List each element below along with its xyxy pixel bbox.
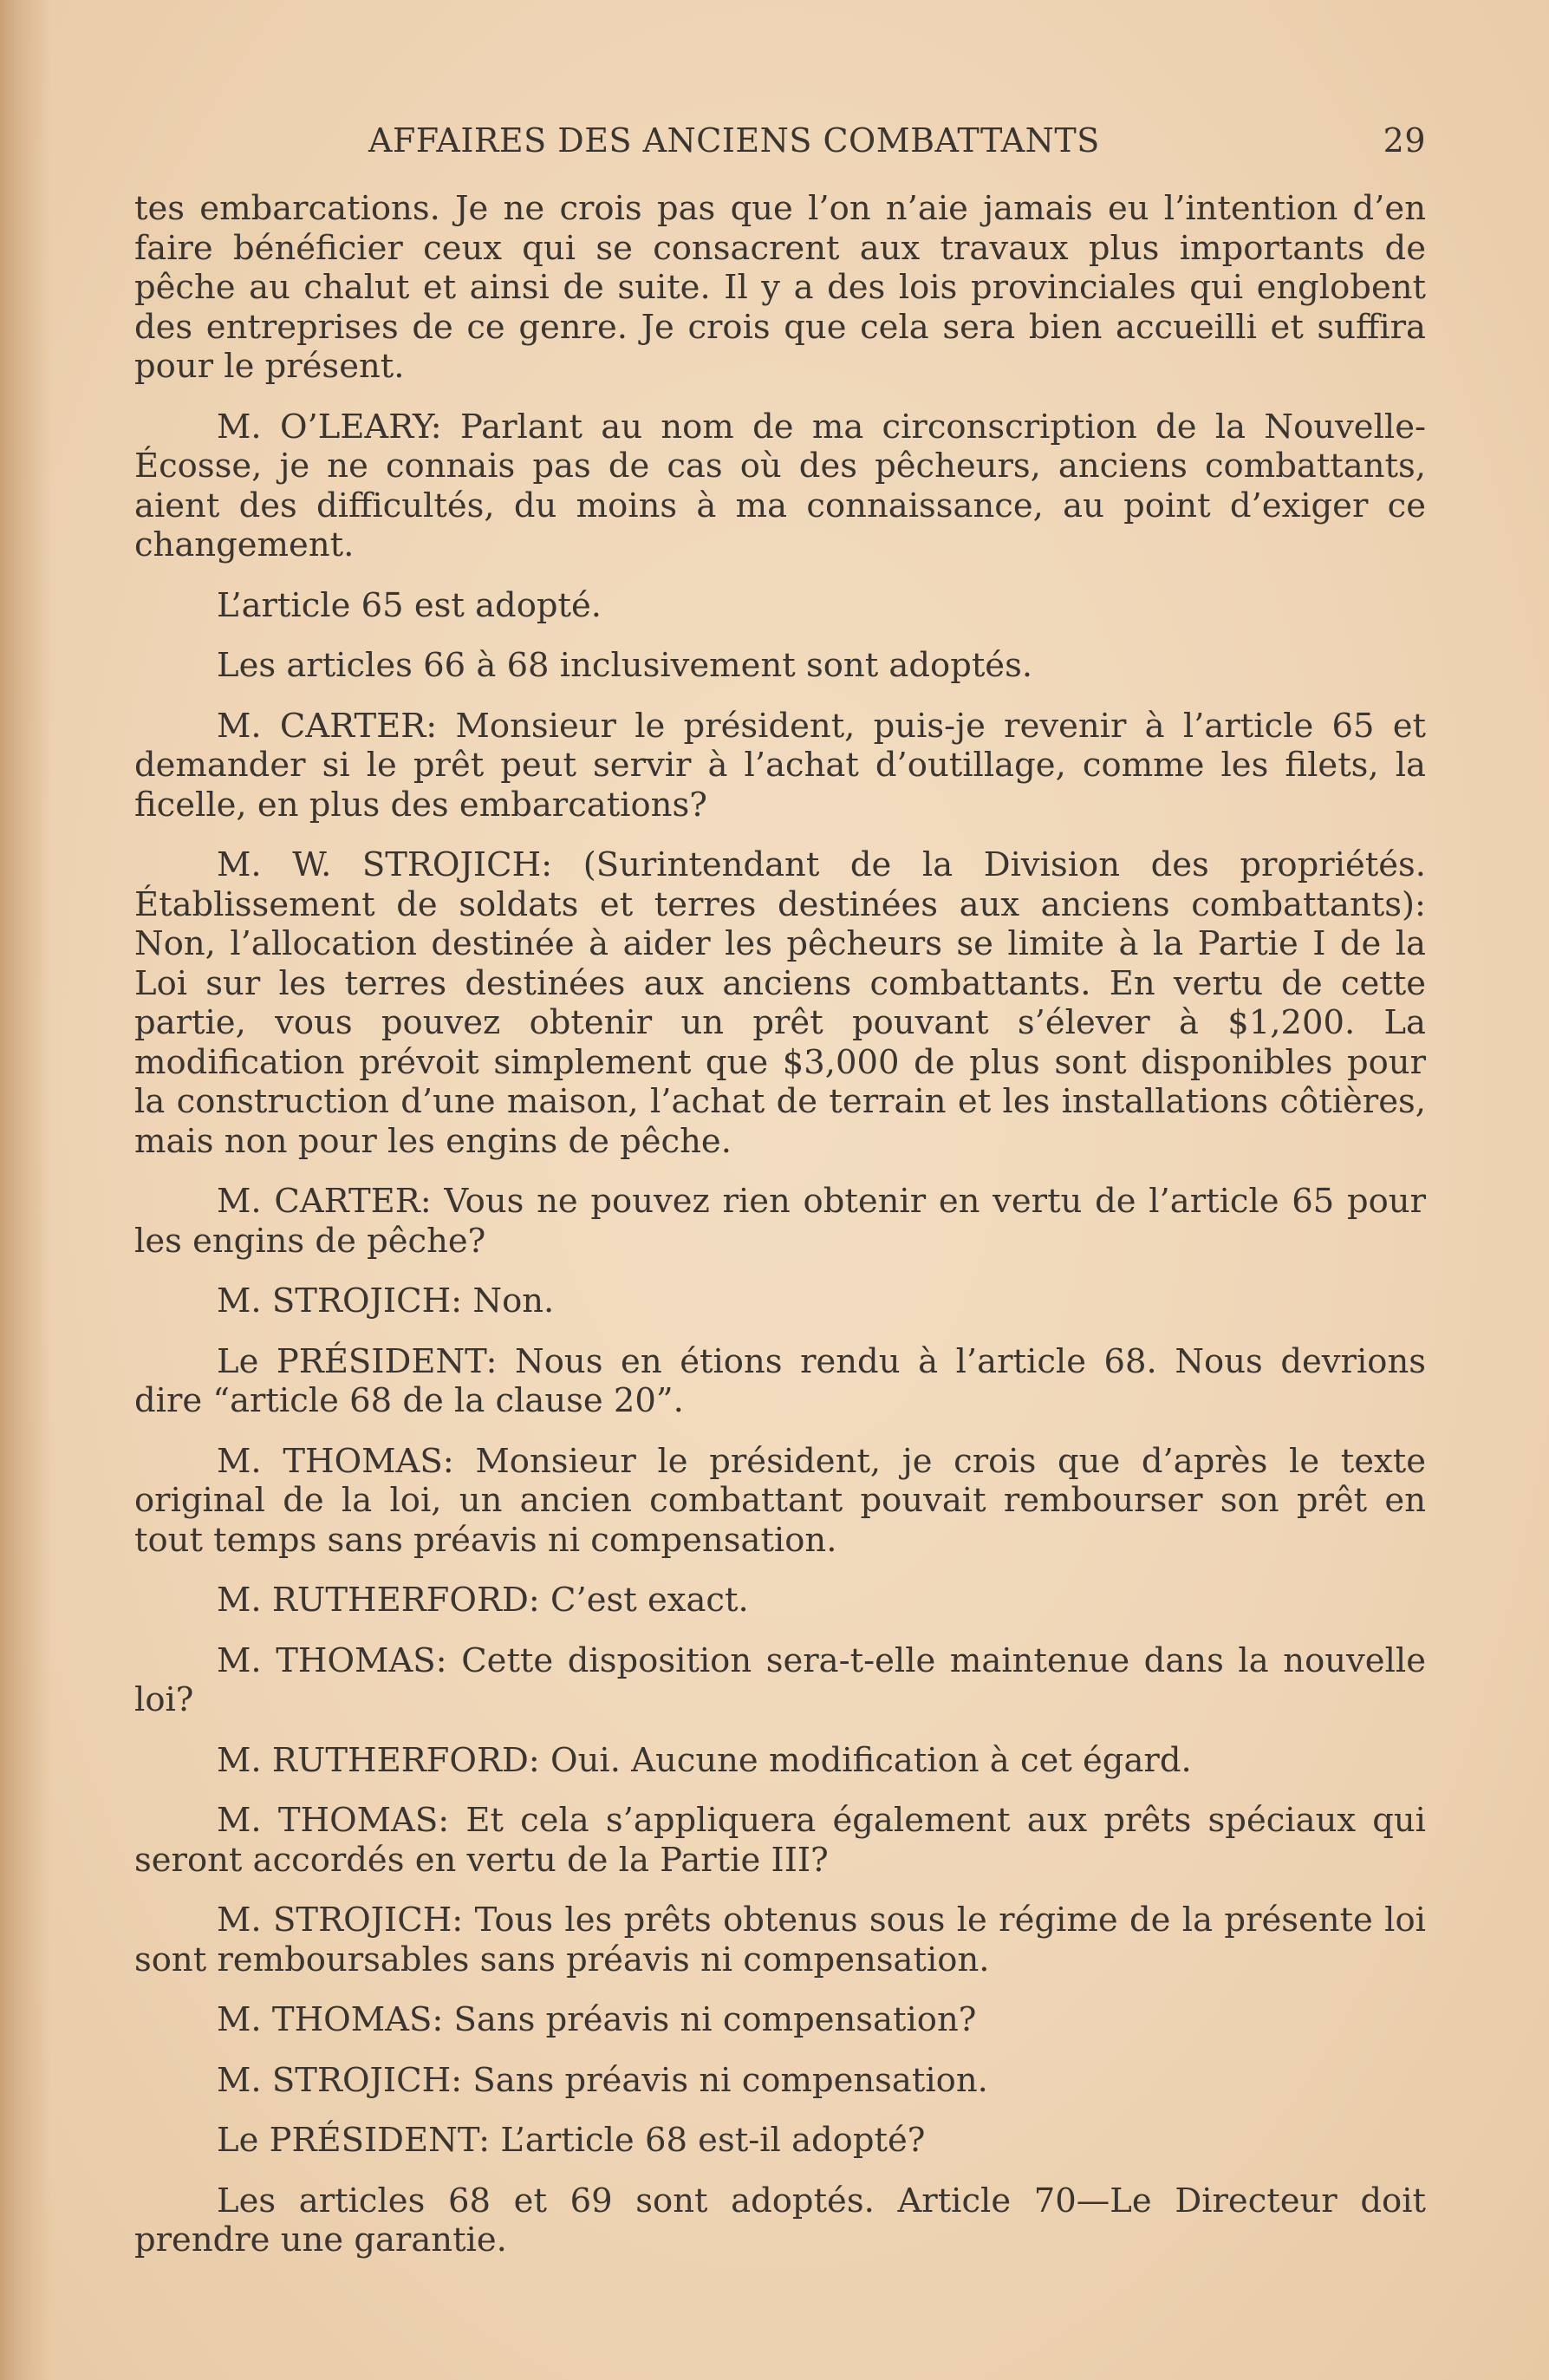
paragraph: M. STROJICH: Tous les prêts obtenus sous le régime de la présente loi sont remboursables sans préavis ni compensation. <box>134 1901 1426 1979</box>
paragraph: M. STROJICH: Sans préavis ni compensation. <box>217 2060 988 2100</box>
paragraph: M. THOMAS: Cette disposition sera-t-elle maintenue dans la nouvelle loi? <box>134 1640 1426 1719</box>
paragraph: M. CARTER: Vous ne pouvez rien obtenir en vertu de l’article 65 pour les engins de pêche? <box>134 1182 1426 1261</box>
paragraph: Les articles 68 et 69 sont adoptés. Article 70—Le Directeur doit prendre une garantie. <box>134 2181 1426 2259</box>
paragraph: L’article 65 est adopté. <box>217 585 602 625</box>
page-edge-shading <box>0 0 52 2380</box>
paragraph: M. CARTER: Monsieur le président, puis-je revenir à l’article 65 et demander si le prêt peut servir à l’achat d’outillage, comme les filets, la ficelle, en plus des embarcations? <box>134 706 1426 825</box>
paragraph: M. THOMAS: Sans préavis ni compensation? <box>217 2000 977 2039</box>
paragraph: M. RUTHERFORD: C’est exact. <box>217 1581 749 1620</box>
page-body <box>134 189 1426 2281</box>
paragraph: M. O’LEARY: Parlant au nom de ma circonscription de la Nouvelle-Écosse, je ne connais pas de cas où des pêcheurs, anciens combattants, aient des difficultés, du moins à ma connaissance, au point d’exiger ce changement. <box>134 407 1426 564</box>
paragraph: M. W. STROJICH: (Surintendant de la Division des propriétés. Établissement de soldats et terres destinées aux anciens combattants): Non, l’allocation destinée à aider les pêcheurs se limite à la Partie I de la Loi sur les terres destinées aux anciens combattants. En vertu de cette partie, vous pouvez obtenir un prêt pouvant s’élever à $1,200. La modification prévoit simplement que $3,000 de plus sont disponibles pour la construction d’une maison, l’achat de terrain et les installations côtières, mais non pour les engins de pêche. <box>134 845 1426 1161</box>
page-number: 29 <box>1383 121 1426 160</box>
paragraph: M. STROJICH: Non. <box>217 1281 555 1320</box>
running-title: AFFAIRES DES ANCIENS COMBATTANTS <box>368 121 1100 160</box>
paragraph: Les articles 66 à 68 inclusivement sont adoptés. <box>217 646 1033 685</box>
paragraph: Le PRÉSIDENT: L’article 68 est-il adopté? <box>217 2121 926 2160</box>
paragraph: M. RUTHERFORD: Oui. Aucune modification à cet égard. <box>217 1740 1192 1780</box>
paragraph: tes embarcations. Je ne crois pas que l’on n’aie jamais eu l’intention d’en faire bénéficier ceux qui se consacrent aux travaux plus importants de pêche au chalut et ainsi de suite. Il y a des lois provinciales qui englobent des entreprises de ce genre. Je crois que cela sera bien accueilli et suffira pour le présent. <box>134 189 1426 386</box>
paragraph: M. THOMAS: Monsieur le président, je crois que d’après le texte original de la loi, un ancien combattant pouvait rembourser son prêt en tout temps sans préavis ni compensation. <box>134 1441 1426 1560</box>
paragraph: Le PRÉSIDENT: Nous en étions rendu à l’article 68. Nous devrions dire “article 68 de la clause 20”. <box>134 1341 1426 1420</box>
paragraph: M. THOMAS: Et cela s’appliquera également aux prêts spéciaux qui seront accordés en vertu de la Partie III? <box>134 1801 1426 1880</box>
page-header <box>134 121 1426 173</box>
